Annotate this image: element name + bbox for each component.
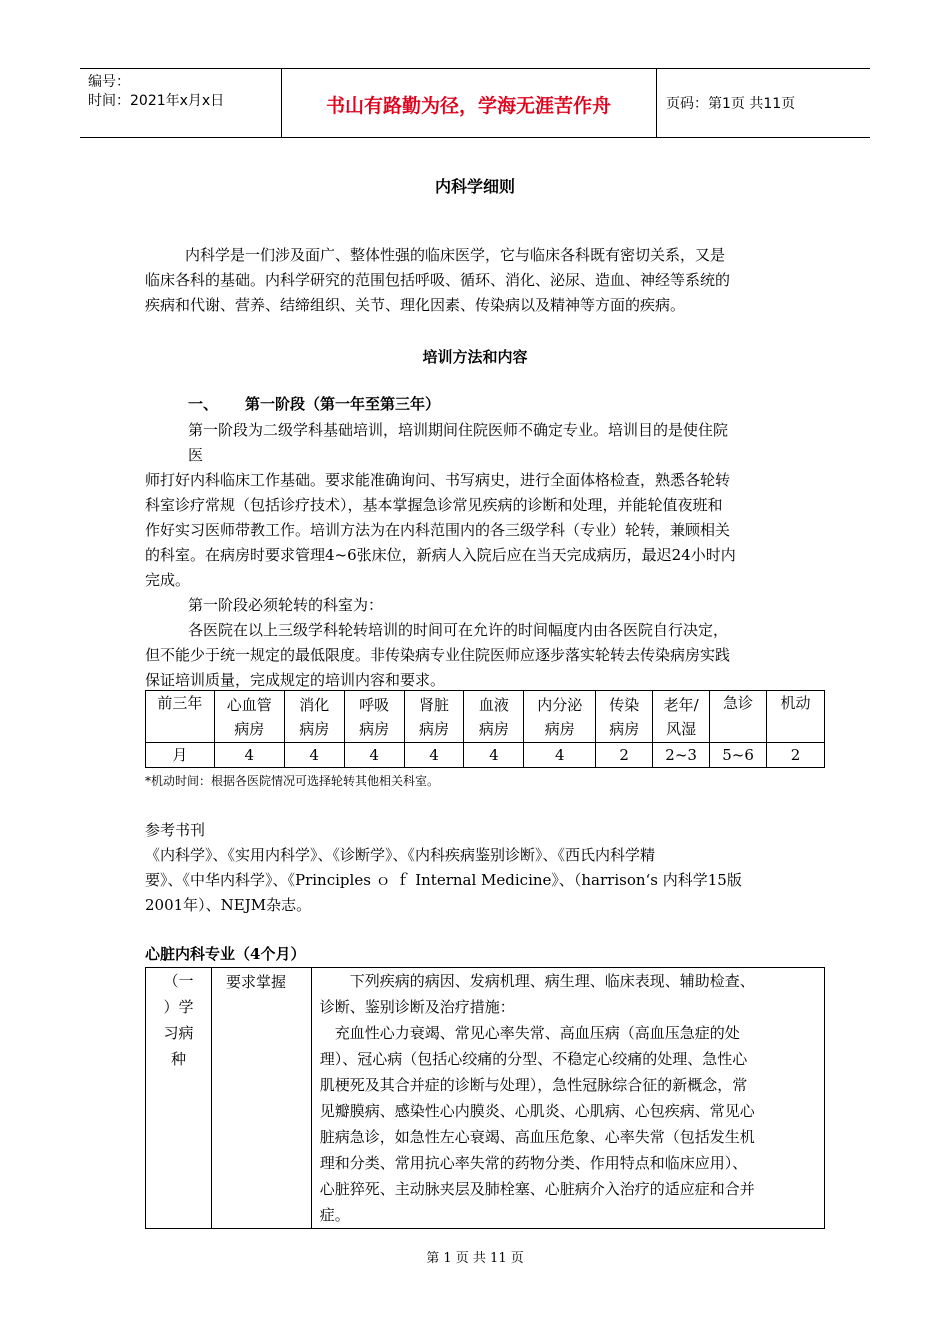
stage1-heading: 第一阶段（第一年至第三年） — [245, 395, 441, 413]
rotation-header-cell: 传染 病房 — [596, 691, 653, 743]
rotation-header-cell: 肾脏 病房 — [404, 691, 464, 743]
cardiology-title: 心脏内科专业（4个月） — [145, 945, 306, 963]
doc-time-label: 时间：2021年x月x日 — [88, 93, 225, 109]
rotation-row-label: 月 — [146, 743, 215, 768]
rotation-header-cell: 消化 病房 — [284, 691, 344, 743]
stage1-line: 医 — [188, 446, 204, 464]
rotation-value: 4 — [284, 743, 344, 768]
header-divider — [656, 69, 657, 137]
rotation-line: 各医院在以上三级学科轮转培训的时间可在允许的时间幅度内由各医院自行决定， — [188, 621, 729, 639]
stage1-paragraph — [145, 418, 810, 693]
rotation-value: 2~3 — [653, 743, 710, 768]
page-header — [80, 68, 870, 138]
doc-number-label: 编号： — [88, 74, 130, 90]
rotation-value: 4 — [214, 743, 284, 768]
rotation-header-cell: 内分泌 病房 — [524, 691, 596, 743]
cardiology-category-cell: （一 ）学 习病 种 — [146, 968, 212, 1229]
rotation-header-cell: 机动 — [767, 691, 825, 743]
rotation-header-cell: 老年/ 风湿 — [653, 691, 710, 743]
intro-paragraph — [145, 243, 810, 318]
rotation-intro: 第一阶段必须轮转的科室为： — [188, 596, 384, 614]
stage1-line: 第一阶段为二级学科基础培训，培训期间住院医师不确定专业。培训目的是使住院 — [188, 421, 729, 439]
document-title: 内科学细则 — [434, 177, 515, 196]
section-title: 培训方法和内容 — [422, 348, 528, 366]
rotation-header-row — [146, 691, 825, 743]
rotation-value: 5~6 — [710, 743, 767, 768]
cardiology-requirement-cell: 要求掌握 — [211, 968, 311, 1229]
rotation-value: 4 — [524, 743, 596, 768]
references-block — [145, 818, 810, 918]
rotation-line: 保证培训质量，完成规定的培训内容和要求。 — [145, 671, 446, 689]
reference-line: 《内科学》、《实用内科学》、《诊断学》、《内科疾病鉴别诊断》、《西氏内科学精 — [145, 846, 656, 864]
reference-line: 要》、《中华内科学》、《Principles ｏ ｆ Internal Medicine》、（harrison‘s 内科学15版 — [145, 871, 742, 889]
stage1-line: 作好实习医师带教工作。培训方法为在内科范围内的各三级学科（专业）轮转，兼顾相关 — [145, 521, 731, 539]
rotation-value: 4 — [464, 743, 524, 768]
stage1-line: 完成。 — [145, 571, 191, 589]
intro-line: 疾病和代谢、营养、结缔组织、关节、理化因素、传染病以及精神等方面的疾病。 — [145, 296, 686, 314]
rotation-header-cell: 呼吸 病房 — [344, 691, 404, 743]
cardiology-content-cell: 下列疾病的病因、发病机理、病生理、临床表现、辅助检查、 诊断、鉴别诊断及治疗措施： 充血性心力衰竭、常见心率失常、高血压病（高血压急症的处 理）、冠心病（包括心绞痛的分型、不稳定心绞痛的处理、急性心 肌梗死及其合并症的诊断与处理），急性冠脉综合征的新概念，常 见瓣膜病、感染性心内膜炎、心肌炎、心肌病、心包疾病、常见心 脏病急诊，如急性左心衰竭、高血压危象、心率失常（包括发生机 理和分类、常用抗心率失常的药物分类、作用特点和临床应用）、 心脏猝死、主动脉夹层及肺栓塞、心脏病介入治疗的适应症和合并 症。 — [311, 968, 824, 1229]
reference-line: 2001年）、NEJM杂志。 — [145, 896, 312, 914]
header-motto: 书山有路勤为径，学海无涯苦作舟 — [325, 95, 611, 117]
rotation-value: 4 — [404, 743, 464, 768]
header-page-number: 页码：第1页 共11页 — [666, 96, 796, 112]
rotation-value: 2 — [596, 743, 653, 768]
stage1-number: 一、 — [188, 395, 219, 413]
cardiology-table — [145, 967, 825, 1229]
intro-line: 临床各科的基础。内科学研究的范围包括呼吸、循环、消化、泌尿、造血、神经等系统的 — [145, 271, 731, 289]
page-footer: 第 1 页 共 11 页 — [426, 1251, 524, 1266]
rotation-table — [145, 690, 825, 768]
rotation-header-cell: 血液 病房 — [464, 691, 524, 743]
rotation-header-cell: 心血管 病房 — [214, 691, 284, 743]
references-label: 参考书刊 — [145, 821, 206, 839]
rotation-line: 但不能少于统一规定的最低限度。非传染病专业住院医师应逐步落实轮转去传染病房实践 — [145, 646, 731, 664]
stage1-line: 的科室。在病房时要求管理4~6张床位，新病人入院后应在当天完成病历，最迟24小时内 — [145, 546, 736, 564]
rotation-header-cell: 急诊 — [710, 691, 767, 743]
rotation-value: 2 — [767, 743, 825, 768]
rotation-footnote: *机动时间：根据各医院情况可选择轮转其他相关科室。 — [145, 774, 440, 788]
stage1-line: 师打好内科临床工作基础。要求能准确询问、书写病史，进行全面体格检查，熟悉各轮转 — [145, 471, 731, 489]
rotation-value-row — [146, 743, 825, 768]
rotation-header-cell: 前三年 — [146, 691, 215, 743]
stage1-line: 科室诊疗常规（包括诊疗技术），基本掌握急诊常见疾病的诊断和处理，并能轮值夜班和 — [145, 496, 723, 514]
rotation-value: 4 — [344, 743, 404, 768]
intro-line: 内科学是一们涉及面广、整体性强的临床医学，它与临床各科既有密切关系，又是 — [185, 246, 726, 264]
header-meta — [88, 73, 224, 111]
